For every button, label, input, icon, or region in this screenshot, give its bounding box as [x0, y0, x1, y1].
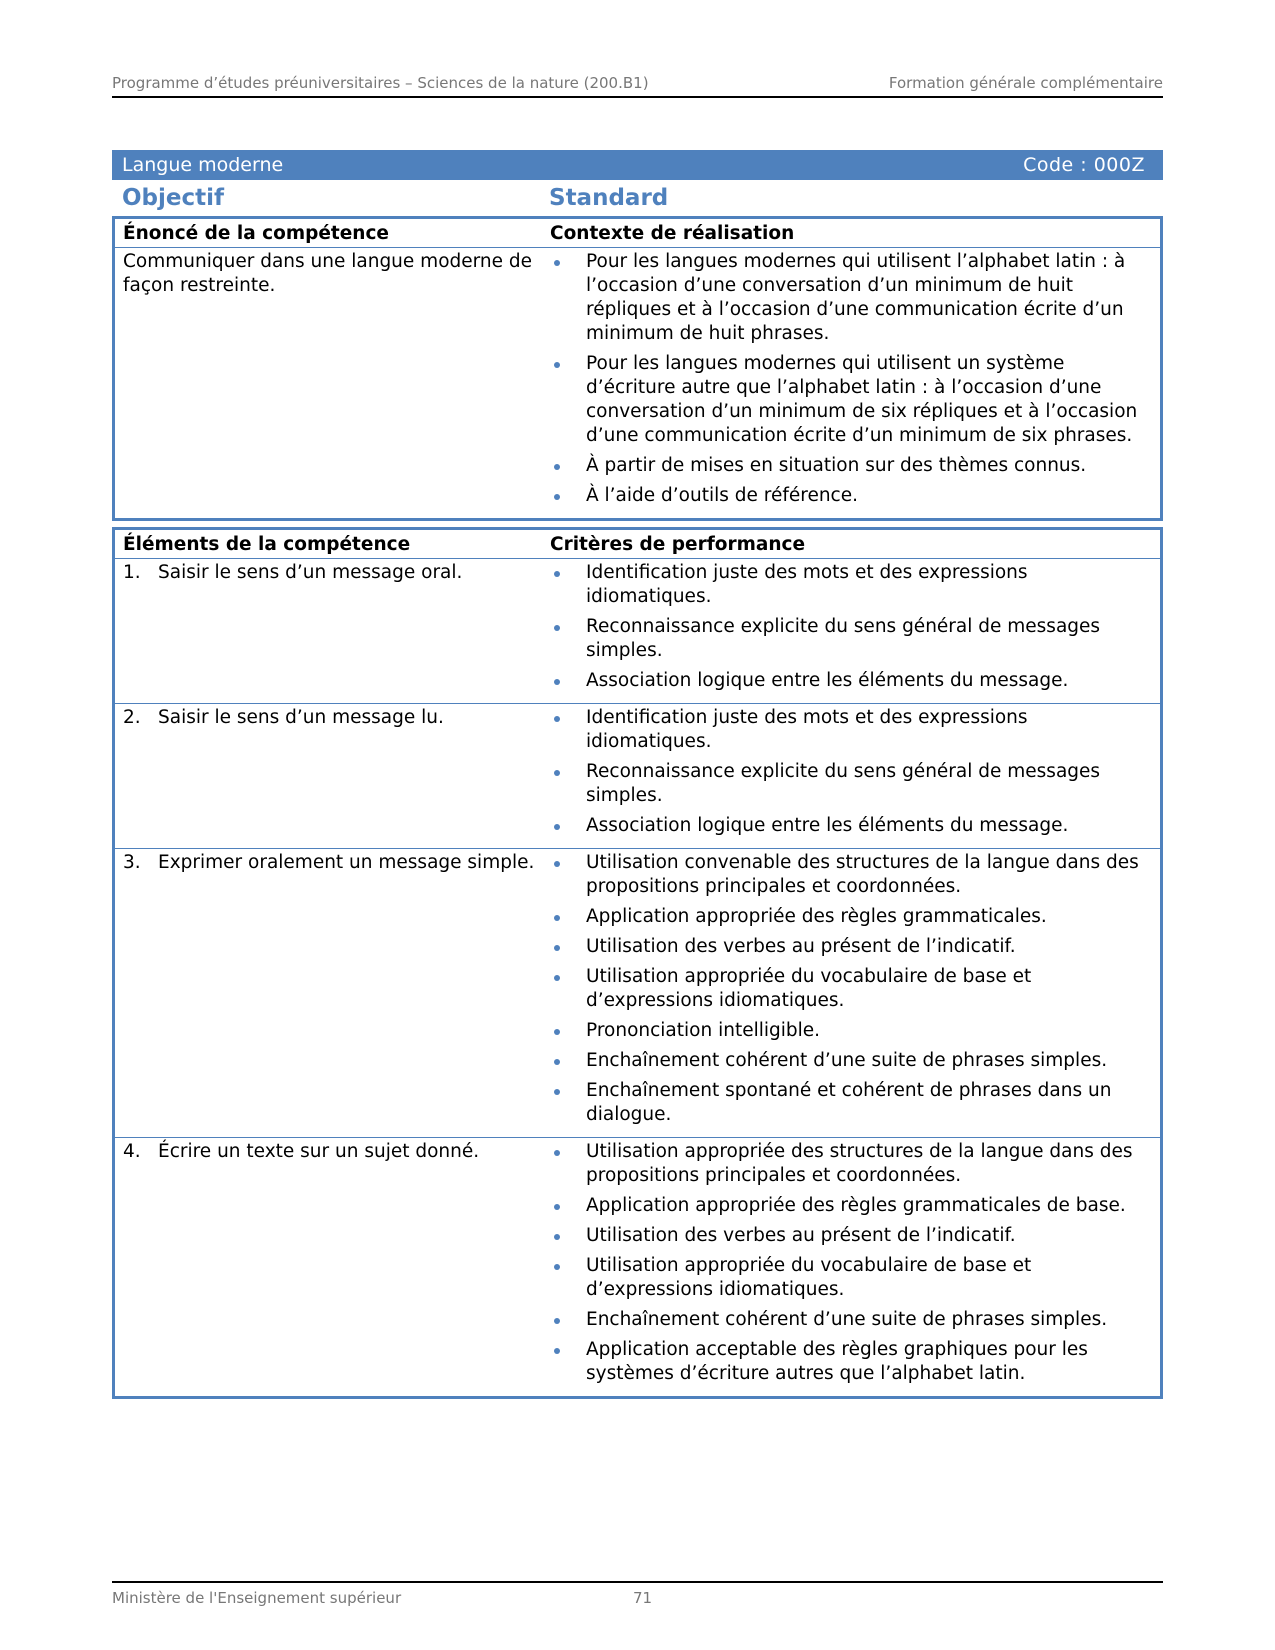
table-row — [114, 704, 1162, 849]
course-code: Code : 000Z — [1023, 154, 1145, 176]
program-title: Programme d’études préuniversitaires – Sciences de la nature (200.B1) — [112, 74, 649, 92]
standard-heading: Standard — [549, 185, 669, 211]
list-item: Pour les langues modernes qui utilisent un système d’écriture autre que l’alphabet latin : à l’occasion d’une conversation d’un minimum de six répliques et à l’occasion d’une communication écrite d’un minimum de six phrases. — [550, 352, 1154, 448]
list-item: Reconnaissance explicite du sens général de messages simples. — [550, 760, 1154, 808]
table-row — [114, 1138, 1162, 1398]
list-item: Identification juste des mots et des expressions idiomatiques. — [550, 706, 1154, 754]
page-header — [112, 74, 1163, 98]
enonce-text: Communiquer dans une langue moderne de façon restreinte. — [123, 251, 533, 296]
element-text: Saisir le sens d’un message lu. — [158, 707, 444, 728]
elements-table — [112, 527, 1163, 1399]
section-title: Formation générale complémentaire — [888, 74, 1163, 92]
page-number: 71 — [633, 1589, 653, 1607]
criteres-header: Critères de performance — [542, 529, 1162, 559]
section-heads — [112, 182, 1163, 216]
element-text: Saisir le sens d’un message oral. — [158, 562, 463, 583]
elements-header: Éléments de la compétence — [114, 529, 543, 559]
list-item: Utilisation appropriée du vocabulaire de base et d’expressions idiomatiques. — [550, 965, 1154, 1013]
table-row — [114, 559, 1162, 704]
criteres-list — [550, 1140, 1154, 1386]
enonce-cell — [114, 248, 543, 520]
competence-table — [112, 216, 1163, 521]
list-item: Utilisation appropriée des structures de la langue dans des propositions principales et coordonnées. — [550, 1140, 1154, 1188]
list-item: Identification juste des mots et des expressions idiomatiques. — [550, 561, 1154, 609]
contexte-cell — [542, 248, 1162, 520]
element-text: Écrire un texte sur un sujet donné. — [158, 1141, 480, 1162]
course-titlebar — [112, 150, 1163, 180]
list-item: Prononciation intelligible. — [550, 1019, 1154, 1043]
contexte-header: Contexte de réalisation — [542, 218, 1162, 248]
list-item: À l’aide d’outils de référence. — [550, 484, 1154, 508]
list-item: Application appropriée des règles grammaticales. — [550, 905, 1154, 929]
contexte-list — [550, 250, 1154, 508]
list-item: Application acceptable des règles graphiques pour les systèmes d’écriture autres que l’alphabet latin. — [550, 1338, 1154, 1386]
element-number: 2. — [123, 707, 141, 728]
criteres-list — [550, 851, 1154, 1127]
criteres-list — [550, 561, 1154, 693]
list-item: Utilisation des verbes au présent de l’indicatif. — [550, 1224, 1154, 1248]
list-item: Enchaînement cohérent d’une suite de phrases simples. — [550, 1049, 1154, 1073]
element-number: 3. — [123, 852, 141, 873]
criteres-list — [550, 706, 1154, 838]
list-item: Utilisation convenable des structures de la langue dans des propositions principales et coordonnées. — [550, 851, 1154, 899]
list-item: Association logique entre les éléments du message. — [550, 669, 1154, 693]
enonce-header: Énoncé de la compétence — [114, 218, 543, 248]
page-footer — [112, 1581, 1163, 1607]
element-number: 1. — [123, 562, 141, 583]
course-name: Langue moderne — [122, 154, 284, 176]
objectif-heading: Objectif — [122, 185, 225, 211]
list-item: Pour les langues modernes qui utilisent l’alphabet latin : à l’occasion d’une conversation d’un minimum de huit répliques et à l’occasion d’une communication écrite d’un minimum de huit phrases. — [550, 250, 1154, 346]
list-item: Utilisation appropriée du vocabulaire de base et d’expressions idiomatiques. — [550, 1254, 1154, 1302]
list-item: Utilisation des verbes au présent de l’indicatif. — [550, 935, 1154, 959]
list-item: Application appropriée des règles grammaticales de base. — [550, 1194, 1154, 1218]
list-item: À partir de mises en situation sur des thèmes connus. — [550, 454, 1154, 478]
list-item: Enchaînement spontané et cohérent de phrases dans un dialogue. — [550, 1079, 1154, 1127]
list-item: Association logique entre les éléments du message. — [550, 814, 1154, 838]
ministry-name: Ministère de l'Enseignement supérieur — [112, 1589, 402, 1607]
list-item: Enchaînement cohérent d’une suite de phrases simples. — [550, 1308, 1154, 1332]
table-row — [114, 849, 1162, 1138]
list-item: Reconnaissance explicite du sens général de messages simples. — [550, 615, 1154, 663]
element-number: 4. — [123, 1141, 141, 1162]
element-text: Exprimer oralement un message simple. — [158, 852, 535, 873]
